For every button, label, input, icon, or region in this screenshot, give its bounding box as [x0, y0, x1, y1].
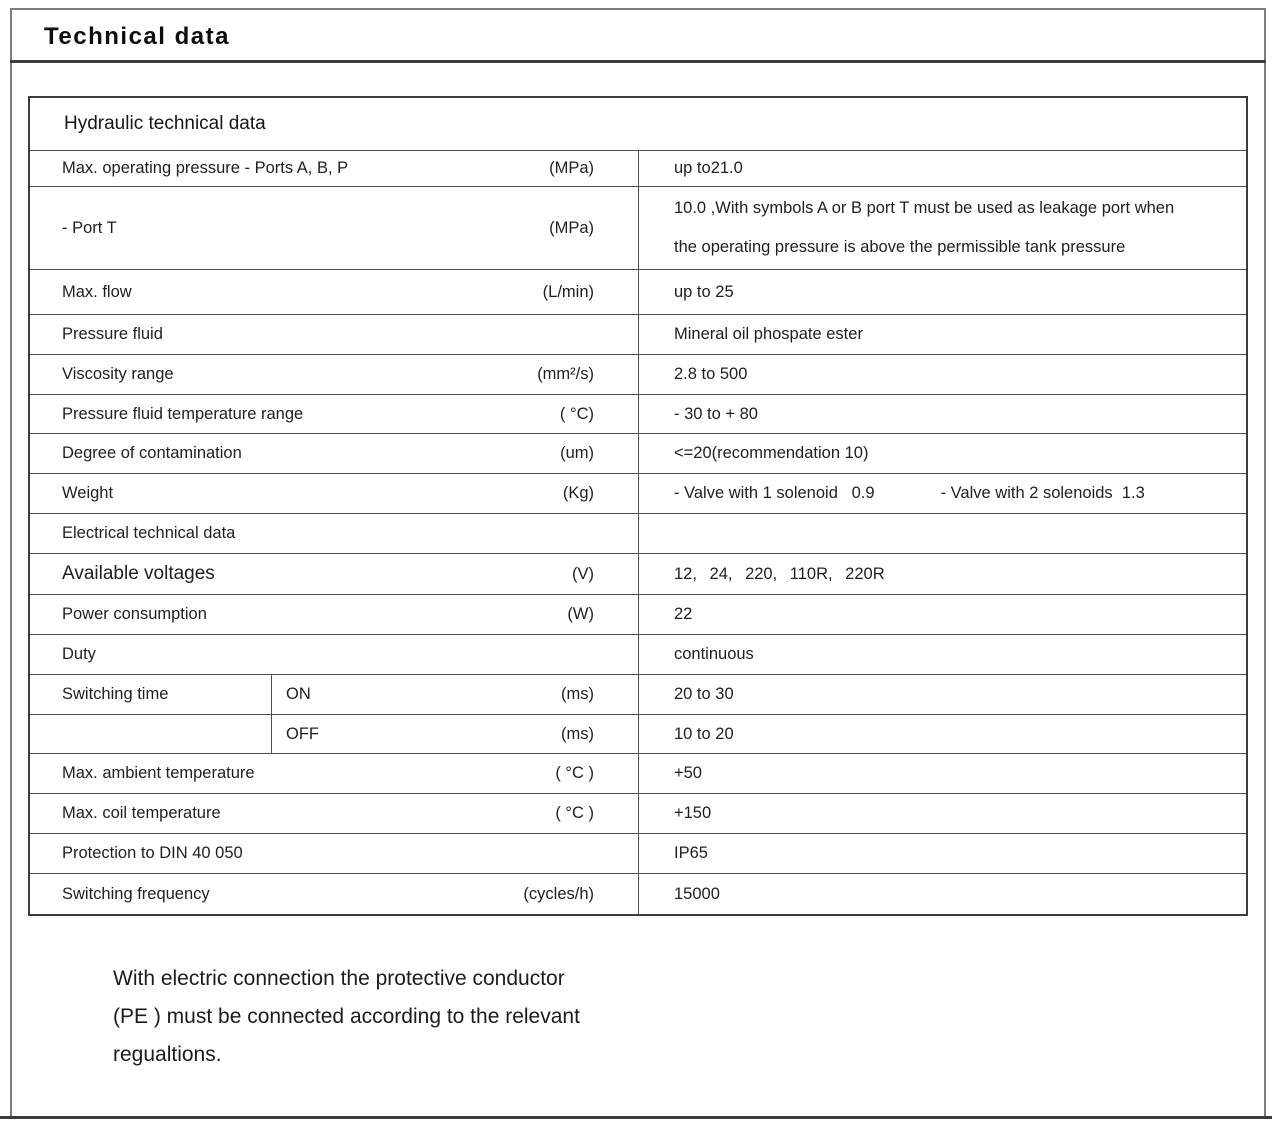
row-max-flow [30, 269, 1246, 314]
row-unit: (Kg) [562, 484, 594, 502]
row-value: - 30 to + 80 [674, 404, 758, 423]
row-value: 20 to 30 [674, 685, 734, 703]
row-label: Max. coil temperature [62, 804, 221, 822]
row-electrical-technical-data [30, 513, 1246, 553]
row-value-1-solenoid: - Valve with 1 solenoid 0.9 [674, 484, 875, 502]
row-unit: (cycles/h) [523, 884, 594, 903]
row-value: 2.8 to 500 [674, 365, 748, 383]
row-label: Electrical technical data [62, 524, 236, 542]
row-unit: ( °C) [559, 404, 594, 423]
voltage-option: 110R , [790, 565, 837, 584]
row-switching-time-on [30, 674, 1246, 714]
row-unit: (ms) [561, 724, 594, 743]
row-value: up to 25 [674, 282, 734, 301]
row-port-t [30, 186, 1246, 269]
row-label: Pressure fluid temperature range [62, 404, 304, 423]
row-unit: (V) [572, 564, 594, 583]
row-value: 10 to 20 [674, 724, 734, 743]
row-viscosity-range [30, 354, 1246, 394]
row-value-line-2: the operating pressure is above the permissible tank pressure [674, 238, 1126, 256]
row-sub-label: OFF [286, 724, 319, 743]
row-available-voltages [30, 553, 1246, 594]
title-divider [10, 60, 1266, 63]
technical-data-table [28, 96, 1248, 916]
row-value: 15000 [674, 884, 720, 903]
row-switching-time-off [30, 714, 1246, 753]
row-unit: (L/min) [542, 282, 594, 301]
row-label: Max. flow [62, 282, 132, 301]
note-line-1: With electric connection the protective conductor [113, 967, 565, 990]
row-label: - Port T [62, 218, 117, 237]
row-value: up to21.0 [674, 159, 743, 177]
row-fluid-temperature-range [30, 394, 1246, 433]
voltage-option: 12 , [674, 565, 702, 584]
row-weight [30, 473, 1246, 513]
row-unit: (MPa) [549, 159, 594, 177]
row-label: Duty [62, 645, 96, 663]
bottom-divider [0, 1116, 1272, 1119]
row-label: Pressure fluid [62, 325, 163, 343]
row-value: Mineral oil phospate ester [674, 325, 863, 343]
row-value: +150 [674, 804, 712, 822]
row-value: 22 [674, 605, 693, 623]
row-label: Protection to DIN 40 050 [62, 844, 243, 862]
row-label: Switching frequency [62, 884, 210, 903]
row-unit: (ms) [561, 685, 594, 703]
voltage-option: 220R [845, 564, 885, 583]
row-unit: ( °C ) [555, 764, 594, 782]
note-line-3: regualtions. [113, 1043, 222, 1066]
row-label: Viscosity range [62, 365, 174, 383]
row-protection-din [30, 833, 1246, 873]
row-degree-of-contamination [30, 433, 1246, 473]
row-unit: (mm²/s) [537, 365, 594, 383]
row-power-consumption [30, 594, 1246, 634]
row-duty [30, 634, 1246, 674]
row-unit: (W) [567, 605, 594, 623]
row-max-coil-temperature [30, 793, 1246, 833]
page-title: Technical data [44, 23, 230, 50]
row-unit: ( °C ) [555, 804, 594, 822]
row-value: +50 [674, 764, 702, 782]
row-unit: (MPa) [549, 218, 594, 237]
voltage-option: 220 , [745, 565, 782, 584]
note-line-2: (PE ) must be connected according to the relevant [113, 1005, 580, 1028]
row-pressure-fluid [30, 314, 1246, 354]
row-label: Max. operating pressure - Ports A, B, P [62, 159, 349, 177]
table-header-row [30, 98, 1246, 150]
row-max-operating-pressure [30, 150, 1246, 186]
row-unit: (um) [560, 444, 594, 462]
voltage-option: 24 , [710, 565, 738, 584]
row-label: Switching time [62, 685, 169, 703]
row-label: Degree of contamination [62, 444, 242, 462]
row-switching-frequency [30, 873, 1246, 914]
electric-connection-note [113, 960, 580, 1074]
row-value: IP65 [674, 844, 708, 862]
row-max-ambient-temperature [30, 753, 1246, 793]
row-label: Max. ambient temperature [62, 764, 255, 782]
row-label: Weight [62, 484, 114, 502]
row-label: Power consumption [62, 605, 207, 623]
row-label: Available voltages [62, 563, 215, 584]
row-value-2-solenoids: - Valve with 2 solenoids 1.3 [940, 484, 1145, 502]
table-header-label: Hydraulic technical data [64, 113, 266, 134]
row-value-line-1: 10.0 ,With symbols A or B port T must be used as leakage port when [674, 199, 1175, 217]
row-value: continuous [674, 645, 754, 663]
row-value: <=20(recommendation 10) [674, 444, 869, 462]
row-sub-label: ON [286, 685, 311, 703]
